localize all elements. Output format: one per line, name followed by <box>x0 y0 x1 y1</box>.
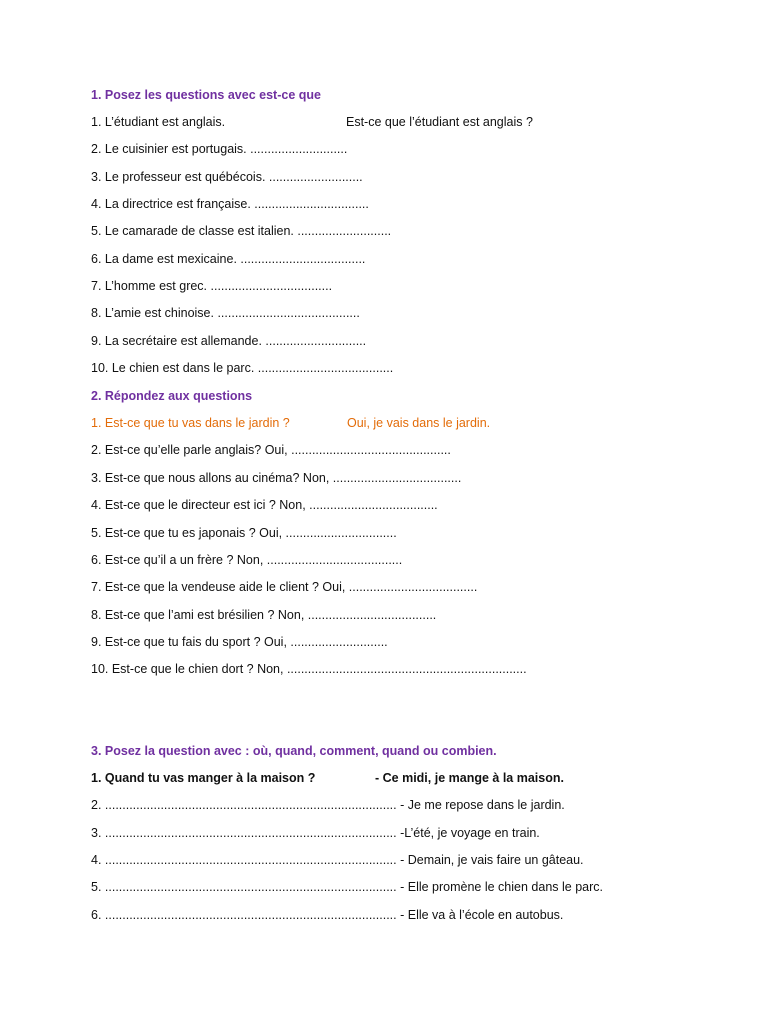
section3-item: 2. .................................................................................... - Je me repose dans le jardin. <box>91 798 565 812</box>
section2-item: 5. Est-ce que tu es japonais ? Oui, ................................ <box>91 526 397 540</box>
section1-item: 2. Le cuisinier est portugais. ............................ <box>91 142 348 156</box>
section3-example-row <box>91 770 731 786</box>
section2-example-answer: Oui, je vais dans le jardin. <box>347 416 491 430</box>
section3-item: 6. .................................................................................... - Elle va à l’école en autobus. <box>91 908 564 922</box>
section1-item: 8. L’amie est chinoise. ......................................... <box>91 306 360 320</box>
section2-item: 9. Est-ce que tu fais du sport ? Oui, ............................ <box>91 635 388 649</box>
section1-item: 4. La directrice est française. ................................. <box>91 197 369 211</box>
section2-item: 7. Est-ce que la vendeuse aide le client ? Oui, ..................................... <box>91 580 478 594</box>
section1-item: 3. Le professeur est québécois. ........................... <box>91 170 363 184</box>
section2-item: 4. Est-ce que le directeur est ici ? Non, ..................................... <box>91 498 438 512</box>
section3-title: 3. Posez la question avec : où, quand, comment, quand ou combien. <box>91 744 497 758</box>
section1-example-statement: 1. L’étudiant est anglais. <box>91 115 226 129</box>
section1-item: 9. La secrétaire est allemande. ............................. <box>91 334 367 348</box>
section1-example-answer: Est-ce que l’étudiant est anglais ? <box>346 115 533 129</box>
section3-example-answer: - Ce midi, je mange à la maison. <box>375 771 564 785</box>
section1-title: 1. Posez les questions avec est-ce que <box>91 88 321 102</box>
section1-item: 7. L’homme est grec. ................................... <box>91 279 333 293</box>
section3-item: 3. .................................................................................... -L’été, je voyage en train. <box>91 826 540 840</box>
section2-item: 6. Est-ce qu’il a un frère ? Non, ....................................... <box>91 553 403 567</box>
section2-item: 8. Est-ce que l’ami est brésilien ? Non, ..................................... <box>91 608 437 622</box>
section3-example-question: 1. Quand tu vas manger à la maison ? <box>91 771 316 785</box>
section3-item: 5. .................................................................................... - Elle promène le chien dans le parc. <box>91 880 603 894</box>
section3-item: 4. .................................................................................... - Demain, je vais faire un gâteau. <box>91 853 584 867</box>
section1-item: 10. Le chien est dans le parc. ....................................... <box>91 361 394 375</box>
section1-item: 5. Le camarade de classe est italien. ........................... <box>91 224 392 238</box>
section2-example-row <box>91 415 731 431</box>
section1-item: 6. La dame est mexicaine. .................................... <box>91 252 366 266</box>
section2-item: 2. Est-ce qu’elle parle anglais? Oui, .............................................. <box>91 443 451 457</box>
section2-item: 3. Est-ce que nous allons au cinéma? Non, ..................................... <box>91 471 462 485</box>
section2-item: 10. Est-ce que le chien dort ? Non, ..................................................................... <box>91 662 527 676</box>
section1-example-row <box>91 114 731 130</box>
section2-example-question: 1. Est-ce que tu vas dans le jardin ? <box>91 416 290 430</box>
section2-title: 2. Répondez aux questions <box>91 389 253 403</box>
